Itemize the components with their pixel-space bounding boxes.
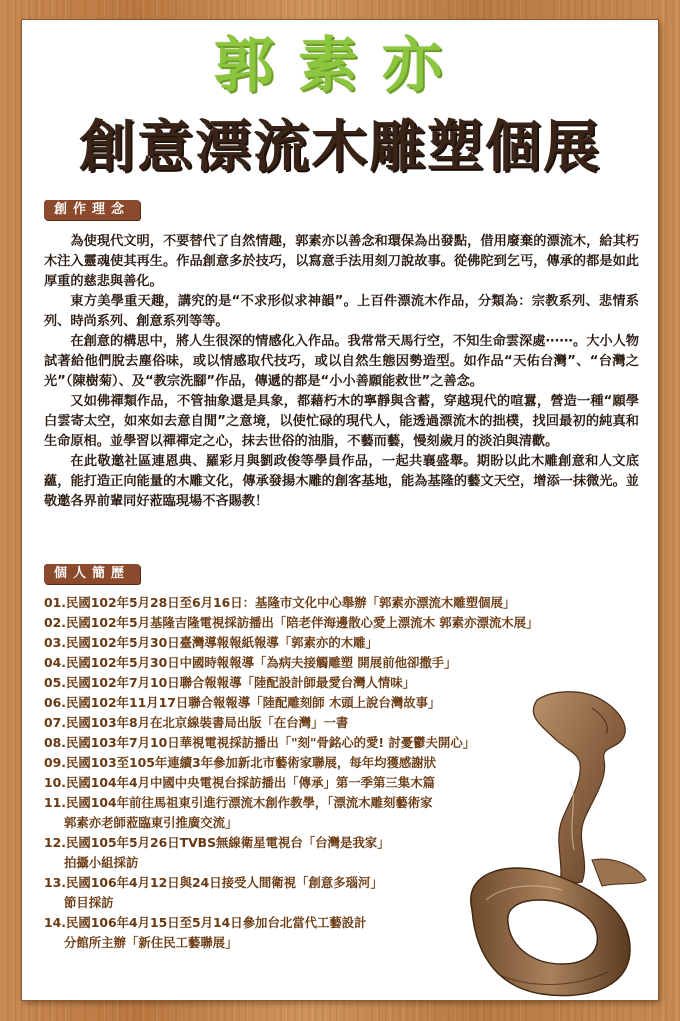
bio-line: 05.民國102年7月10日聯合報報導「陸配設計師最愛台灣人情味」 [44, 675, 416, 690]
bio-line: 14.民國106年4月15日至5月14日參加台北當代工藝設計 [44, 915, 367, 930]
poster-board [22, 20, 658, 1000]
driftwood-sculpture-image [442, 660, 652, 1000]
concept-paragraph: 在此敬邀社區連恩典、羅彩月與劉政俊等學員作品，一起共襄盛舉。期盼以此木雕創意和人文底蘊，能打造正向能量的木雕文化，傳承發揚木雕的創客基地，能為基隆的藝文天空，增添一抹微光。並敬邀各界前輩同好蒞臨現場不吝賜教！ [44, 454, 639, 509]
bio-line-continued: 郭素亦老師蒞臨東引推廣交流」 [64, 815, 238, 830]
concept-text [44, 232, 639, 512]
bio-line: 01.民國102年5月28日至6月16日：基隆市文化中心舉辦「郭素亦漂流木雕塑個展」 [44, 595, 516, 610]
concept-paragraph: 東方美學重天趣，講究的是“不求形似求神韻”。上百件漂流木作品，分類為：宗教系列、悲情系列、時尚系列、創意系列等等。 [44, 294, 639, 329]
list-item [44, 633, 644, 653]
concept-section-label: 創作理念 [44, 200, 140, 220]
bio-line: 12.民國105年5月26日TVBS無線衛星電視台「台灣是我家」 [44, 835, 390, 850]
bio-line-continued: 節目採訪 [64, 895, 114, 910]
concept-paragraph: 又如佛禪類作品，不管抽象還是具象，都藉朽木的寧靜與含蓄，穿越現代的喧囂，營造一種“願學白雲寄太空，如來如去意自閒”之意境，以使忙碌的現代人，能透過漂流木的拙樸，找回最初的純真和生命原相。並學習以禪禪定之心，抹去世俗的油脂，不藝而藝，慢刻歲月的淡泊與清歡。 [44, 394, 639, 449]
concept-paragraph: 在創意的構思中，將人生很深的情感化入作品。我常常天馬行空，不知生命雲深處‧‧‧‧‧‧。大小人物試著給他們脫去塵俗味，或以情感取代技巧，或以自然生態因勢造型。如作品“天佑台灣”、“台灣之光”（陳樹菊）、及“教宗洗腳”作品，傳遞的都是“小小善願能救世”之善念。 [44, 334, 639, 389]
bio-line: 13.民國106年4月12日與24日接受人間衛視「創意多瑙河」 [44, 875, 383, 890]
bio-line-continued: 拍攝小組採訪 [64, 855, 139, 870]
bio-line: 03.民國102年5月30日臺灣導報報紙報導「郭素亦的木雕」 [44, 635, 378, 650]
bio-line-continued: 分館所主辦「新住民工藝聯展」 [64, 935, 238, 950]
bio-line: 07.民國103年8月在北京線裝書局出版「在台灣」一書 [44, 715, 349, 730]
bio-line: 08.民國103年7月10日華視電視採訪播出「"刻"骨銘心的愛! 討憂鬱夫開心」 [44, 735, 476, 750]
list-item [44, 593, 644, 613]
bio-line: 02.民國102年5月基隆吉隆電視採訪播出「陪老伴海邊散心愛上漂流木 郭素亦漂流木展」 [44, 615, 539, 630]
bio-line: 04.民國102年5月30日中國時報報導「為病夫接觸雕塑 開展前他卻撒手」 [44, 655, 457, 670]
exhibition-title: 創意漂流木雕塑個展 [79, 115, 601, 180]
bio-line: 06.民國102年11月17日聯合報報導「陸配雕刻師 木頭上說台灣故事」 [44, 695, 441, 710]
artist-name-title: 郭素亦 [214, 31, 466, 101]
bio-section-label: 個人簡歷 [44, 564, 140, 584]
concept-paragraph: 為使現代文明，不要替代了自然情趣，郭素亦以善念和環保為出發點，借用廢棄的漂流木，給其朽木注入靈魂使其再生。作品創意多於技巧，以寫意手法用刻刀說故事。從佛陀到乞丐，傳承的都是如此厚重的慈悲與善化。 [44, 234, 639, 289]
bio-line: 09.民國103至105年連續3年參加新北市藝術家聯展，每年均獲感謝狀 [44, 755, 437, 770]
list-item [44, 613, 644, 633]
bio-line: 10.民國104年4月中國中央電視台採訪播出「傳承」第一季第三集木篇 [44, 775, 435, 790]
bio-line: 11.民國104年前往馬祖東引進行漂流木創作教學，「漂流木雕刻藝術家 [44, 795, 433, 810]
